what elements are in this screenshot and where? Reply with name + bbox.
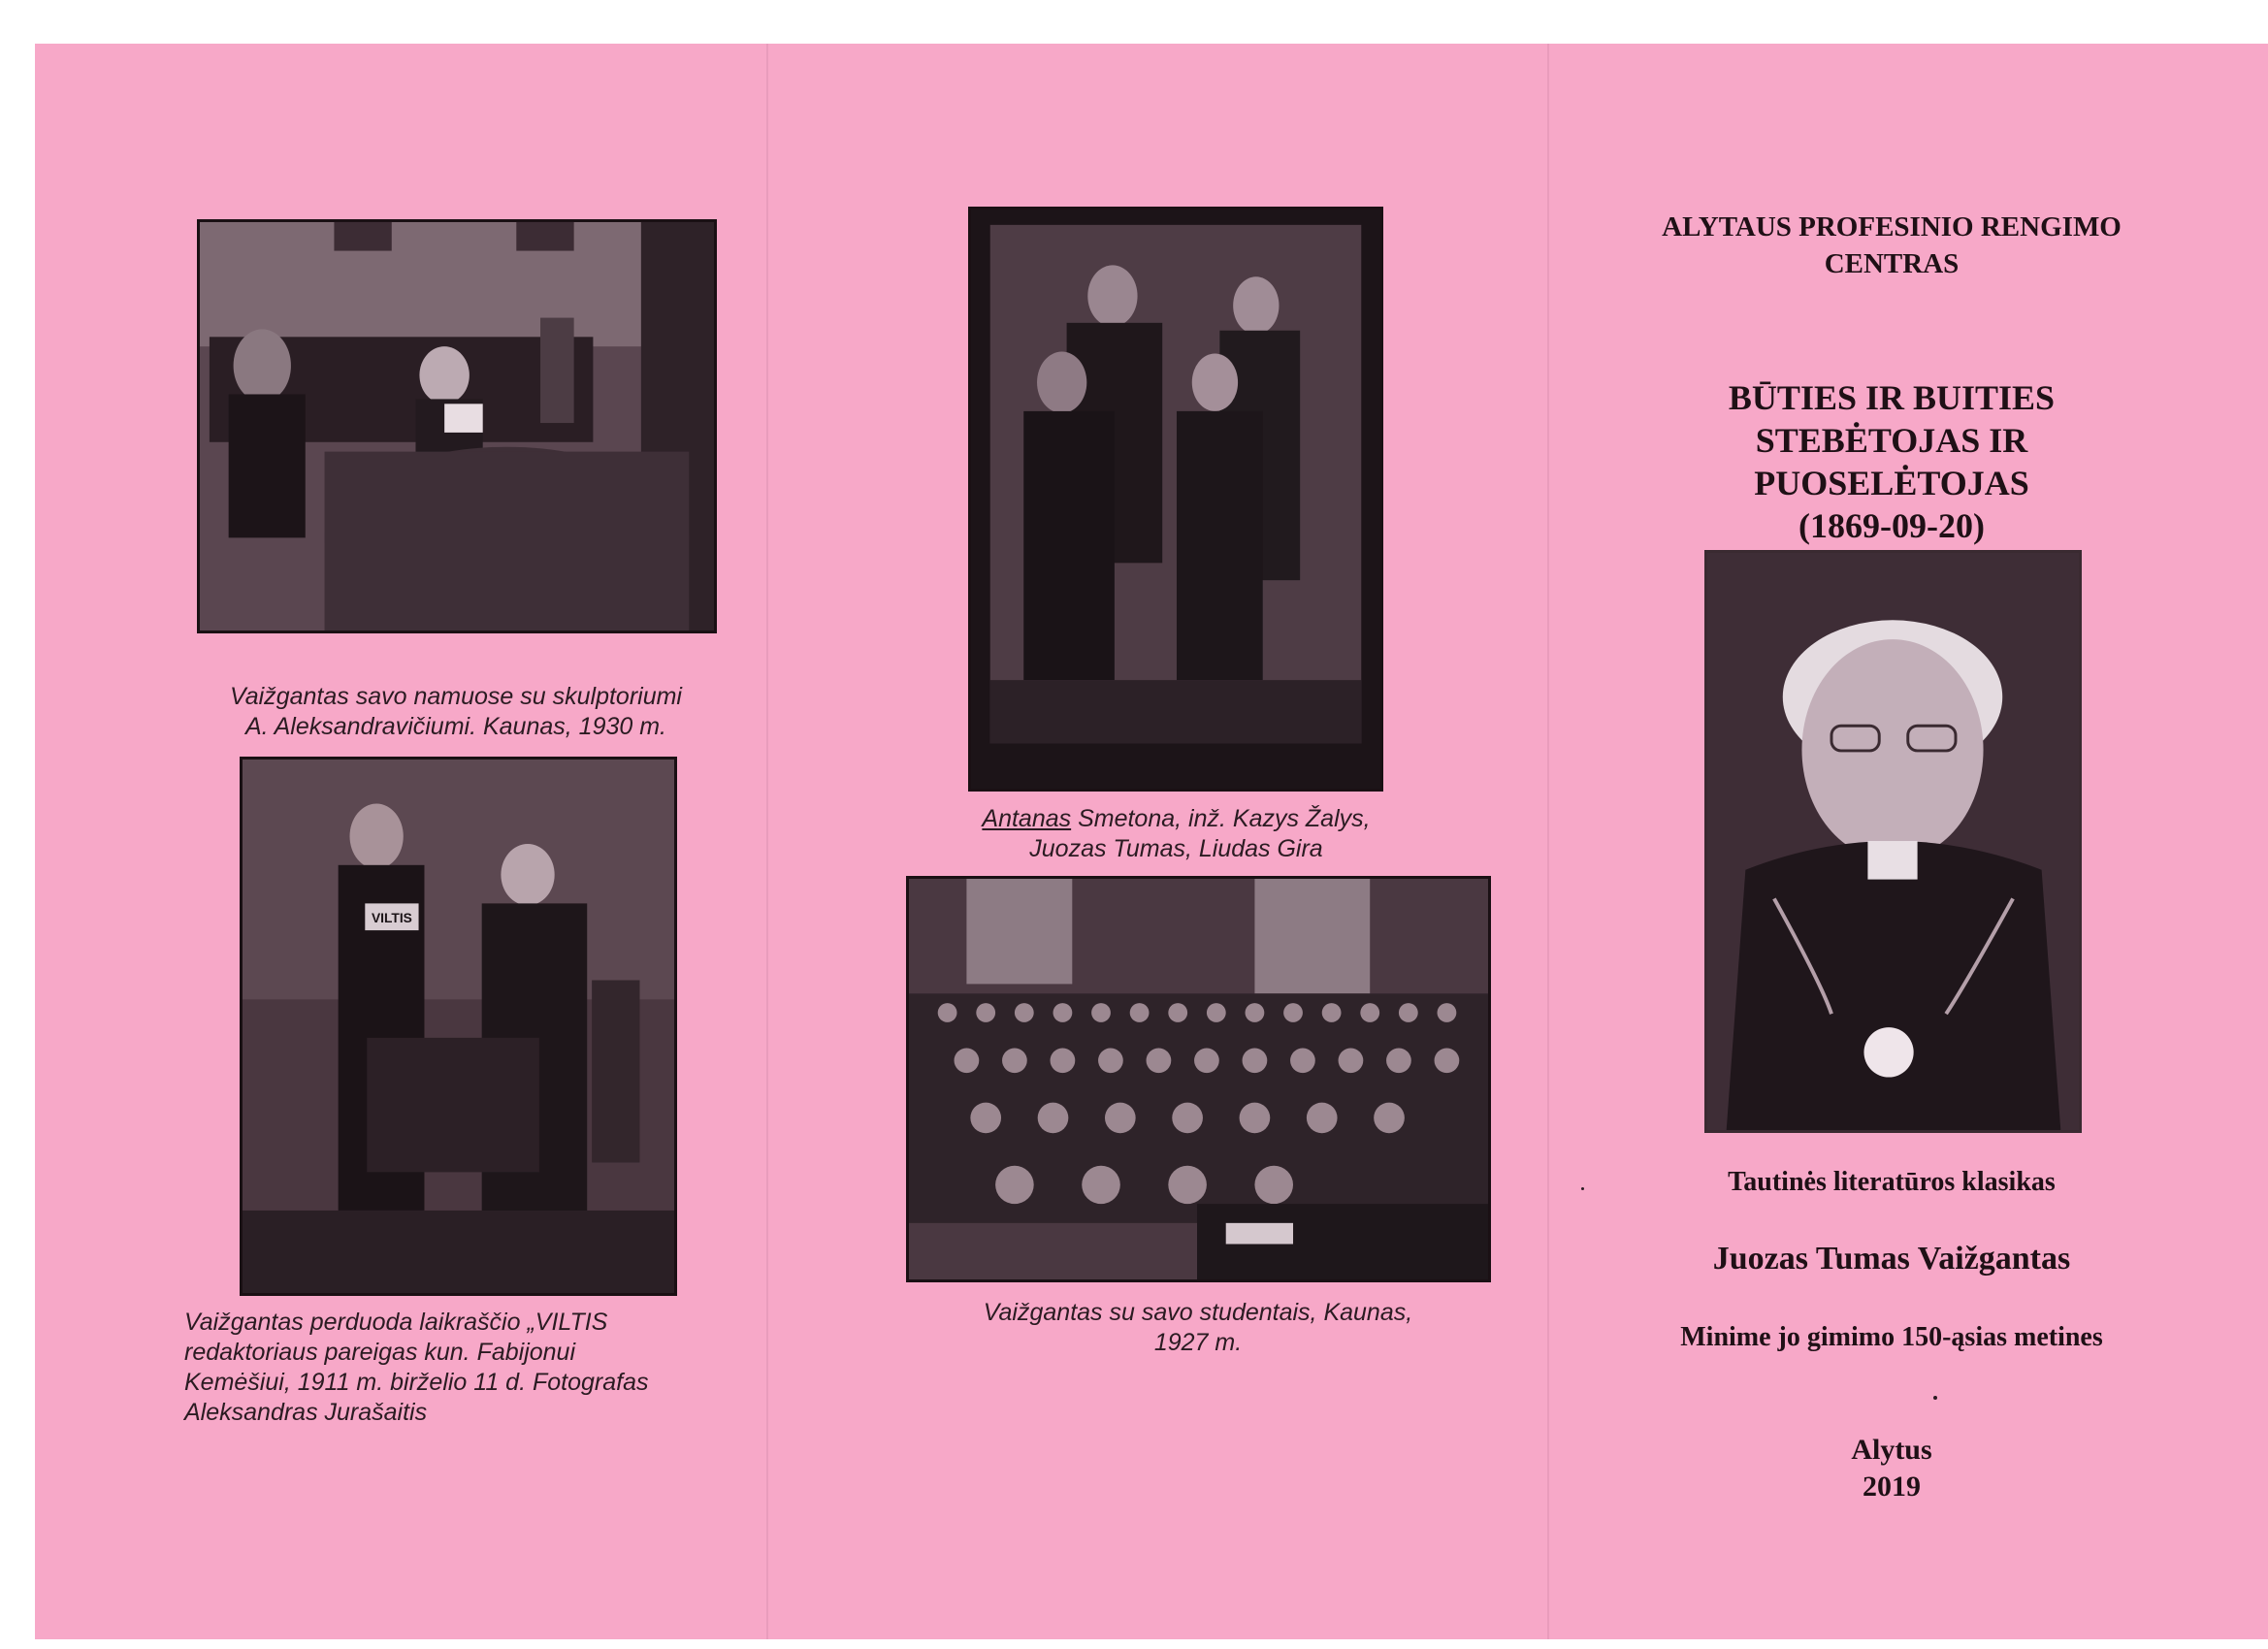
anniversary-text: Minime jo gimimo 150-ąsias metines — [1680, 1322, 2103, 1352]
year: 2019 — [1863, 1471, 1921, 1503]
city: Alytus — [1851, 1434, 1932, 1466]
headline — [1591, 376, 2192, 547]
photo-viltis-handover-image — [243, 760, 674, 1293]
author-name: Juozas Tumas Vaižgantas — [1712, 1241, 2071, 1277]
photo-students-image — [909, 879, 1488, 1279]
publication-place-year — [1591, 1432, 2192, 1505]
caption-line: Aleksandras Jurašaitis — [184, 1399, 428, 1426]
caption-rest: Smetona, inž. Kazys Žalys, — [1071, 805, 1371, 832]
institution-line: ALYTAUS PROFESINIO RENGIMO — [1662, 211, 2122, 242]
caption-line: Vaižgantas perduoda laikraščio „VILTIS — [184, 1309, 608, 1336]
photo-students — [906, 876, 1491, 1282]
caption-line: A. Aleksandravičiumi. Kaunas, 1930 m. — [244, 713, 666, 740]
subtitle: Tautinės literatūros klasikas — [1728, 1167, 2056, 1197]
fold-line-right — [1547, 44, 1549, 1639]
fold-line-left — [766, 44, 768, 1639]
stray-dot — [1581, 1187, 1584, 1190]
caption-underlined-word: Antanas — [982, 805, 1072, 832]
photo-sculptor-interior-image — [200, 222, 714, 630]
headline-line: PUOSELĖTOJAS — [1754, 464, 2029, 502]
caption-line: Vaižgantas savo namuose su skulptoriumi — [230, 683, 682, 710]
headline-line: BŪTIES IR BUITIES — [1728, 378, 2056, 417]
caption-sculptor — [184, 682, 728, 742]
portrait-vaizgantas-image — [1707, 553, 2079, 1130]
headline-line: STEBĖTOJAS IR — [1755, 421, 2028, 460]
portrait-vaizgantas — [1704, 550, 2082, 1133]
institution-line: CENTRAS — [1824, 248, 1960, 279]
headline-line: (1869-09-20) — [1798, 506, 1985, 545]
caption-line: Juozas Tumas, Liudas Gira — [1029, 835, 1323, 862]
caption-line: 1927 m. — [1153, 1329, 1243, 1356]
photo-group-portrait — [968, 207, 1383, 792]
photo-sculptor-interior — [197, 219, 717, 633]
caption-students — [907, 1298, 1489, 1358]
caption-line — [907, 804, 1445, 834]
institution-name — [1591, 209, 2192, 282]
caption-line: Kemėšiui, 1911 m. birželio 11 d. Fotografas — [184, 1369, 649, 1396]
caption-line: redaktoriaus pareigas kun. Fabijonui — [184, 1339, 576, 1366]
caption-viltis — [184, 1308, 766, 1428]
caption-group — [907, 804, 1445, 864]
bullet-dot — [1933, 1396, 1937, 1400]
caption-line: Vaižgantas su savo studentais, Kaunas, — [983, 1299, 1413, 1326]
newspaper-viltis: VILTIS — [371, 910, 412, 926]
photo-group-portrait-image — [971, 210, 1380, 789]
photo-viltis-handover — [240, 757, 677, 1296]
